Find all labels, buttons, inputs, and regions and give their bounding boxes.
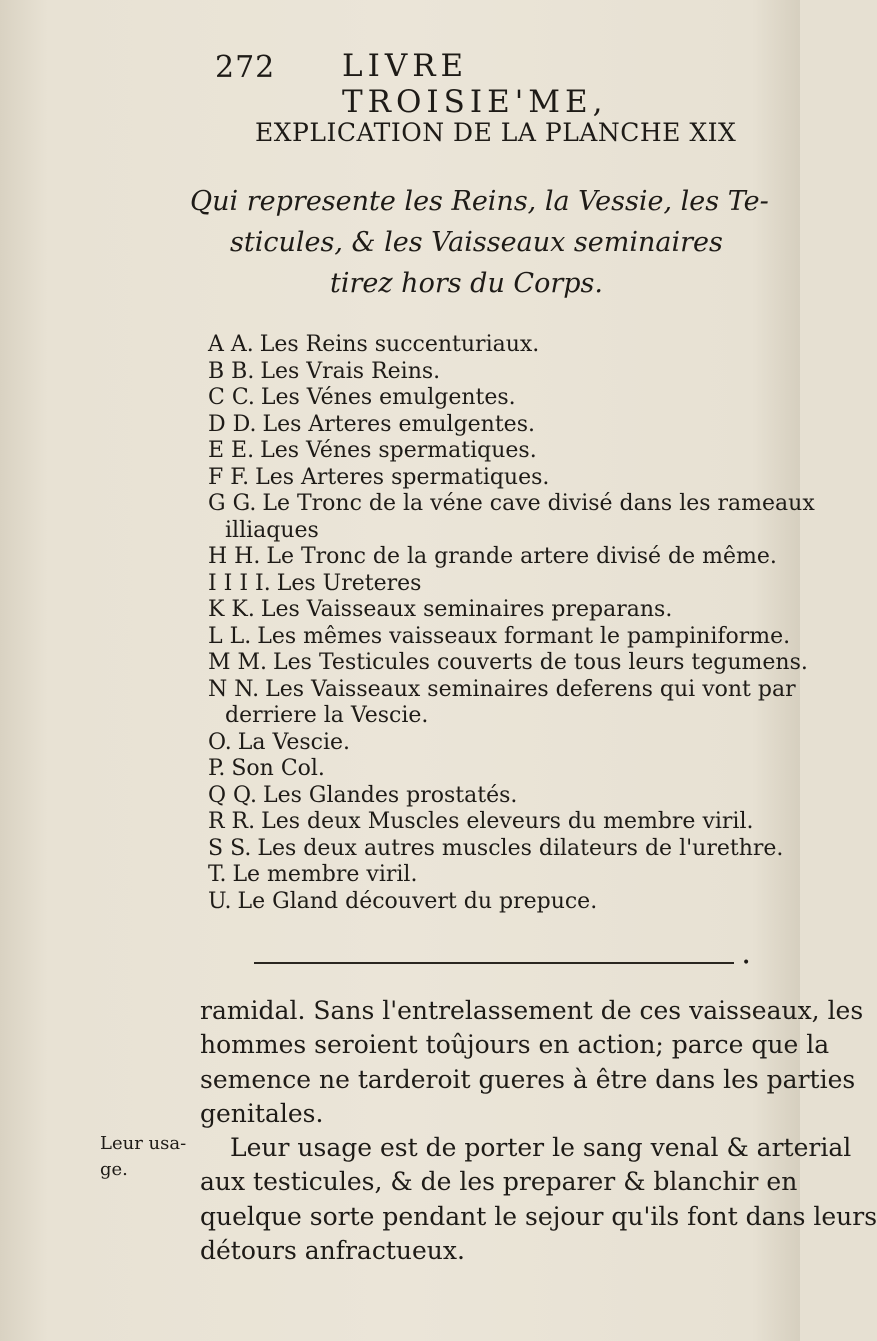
legend-item: E E. Les Vénes spermatiques. xyxy=(208,438,537,463)
legend-item: K K. Les Vaisseaux seminaires preparans. xyxy=(208,597,673,622)
legend-item: H H. Le Tronc de la grande artere divisé de même. xyxy=(208,544,777,569)
legend-item: F F. Les Arteres spermatiques. xyxy=(208,464,550,490)
legend-item-continuation: illiaques xyxy=(225,517,319,543)
legend-item: L L. Les mêmes vaisseaux formant le pampiniforme. xyxy=(208,623,791,649)
subtitle-line-2: sticules, & les Vaisseaux seminaires xyxy=(230,227,723,258)
body-line: semence ne tarderoit gueres à être dans les parties xyxy=(200,1064,856,1094)
legend-item: P. Son Col. xyxy=(208,756,325,781)
running-title: LIVRE TROISIE'ME, xyxy=(342,48,608,120)
legend-item: U. Le Gland découvert du prepuce. xyxy=(208,888,598,914)
legend-item: Q Q. Les Glandes prostatés. xyxy=(208,782,518,808)
margin-note-line: Leur usa- xyxy=(100,1133,187,1154)
legend-item: A A. Les Reins succenturiaux. xyxy=(208,332,540,357)
body-line: ramidal. Sans l'entrelassement de ces vaisseaux, les xyxy=(200,996,864,1025)
legend-item: S S. Les deux autres muscles dilateurs de l'urethre. xyxy=(208,835,784,861)
plate-legend xyxy=(208,332,815,915)
body-line: hommes seroient toûjours en action; parce que la xyxy=(200,1030,830,1060)
legend-item: O. La Vescie. xyxy=(208,729,351,755)
legend-item: M M. Les Testicules couverts de tous leurs tegumens. xyxy=(208,650,808,675)
legend-item-continuation: derriere la Vescie. xyxy=(225,703,429,728)
subtitle-line-1: Qui represente les Reins, la Vessie, les Te- xyxy=(190,186,769,217)
section-divider xyxy=(254,962,734,964)
legend-item: D D. Les Arteres emulgentes. xyxy=(208,411,535,437)
body-line: genitales. xyxy=(200,1098,324,1128)
body-text xyxy=(200,994,877,1268)
legend-item: R R. Les deux Muscles eleveurs du membre viril. xyxy=(208,809,754,834)
margin-note-line: ge. xyxy=(100,1159,128,1180)
margin-note xyxy=(100,1131,186,1183)
legend-item: B B. Les Vrais Reins. xyxy=(208,358,441,384)
legend-item: I I I I. Les Ureteres xyxy=(208,570,422,596)
legend-item: G G. Le Tronc de la véne cave divisé dans les rameaux xyxy=(208,491,815,516)
divider-dot-icon: • xyxy=(742,955,751,971)
page-header xyxy=(215,44,735,120)
plate-title: EXPLICATION DE LA PLANCHE XIX xyxy=(255,118,737,147)
body-line: quelque sorte pendant le sejour qu'ils font dans leurs xyxy=(200,1201,877,1231)
page-number: 272 xyxy=(215,50,276,85)
legend-item: C C. Les Vénes emulgentes. xyxy=(208,385,516,410)
body-line: aux testicules, & de les preparer & blanchir en xyxy=(200,1167,798,1197)
legend-item: T. Le membre viril. xyxy=(208,862,418,887)
body-line: Leur usage est de porter le sang venal & arterial xyxy=(230,1133,852,1163)
subtitle-line-3: tirez hors du Corps. xyxy=(330,268,603,299)
body-line: détours anfractueux. xyxy=(200,1236,465,1266)
legend-item: N N. Les Vaisseaux seminaires deferens qui vont par xyxy=(208,676,796,702)
